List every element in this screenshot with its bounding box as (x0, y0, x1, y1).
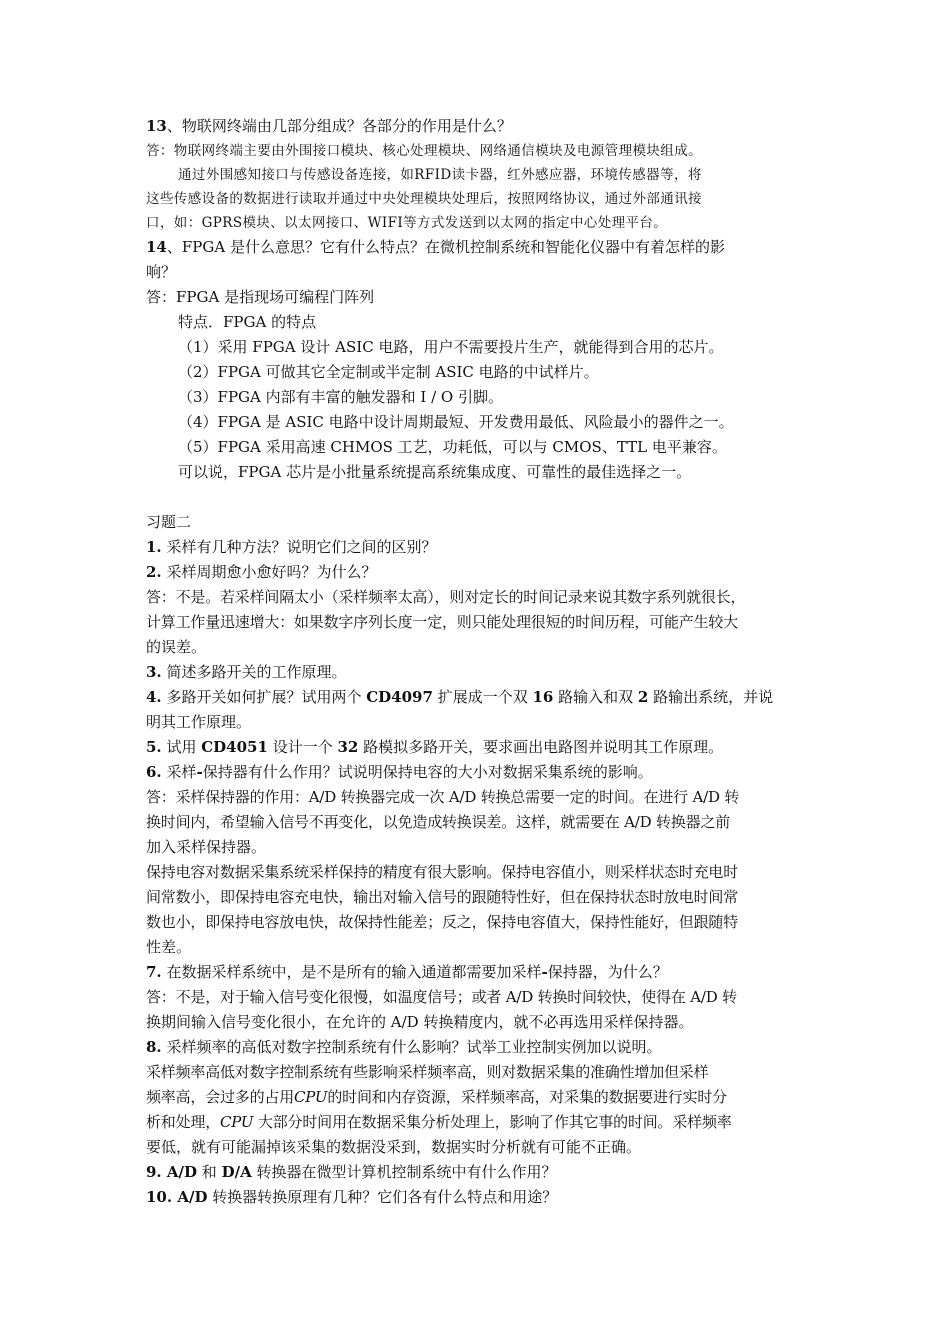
question-text: 、物联网终端由几部分组成？各部分的作用是什么？ (166, 117, 512, 135)
answer-line: 换期间输入信号变化很小，在允许的 A/D 转换精度内，就不必再选用采样保持器。 (146, 1013, 694, 1031)
answer-line: 答：物联网终端主要由外围接口模块、核心处理模块、网络通信模块及电源管理模块组成。 (146, 143, 702, 159)
answer-line: 保持电容对数据采集系统采样保持的精度有很大影响。保持电容值小，则采样状态时充电时 (146, 863, 739, 881)
conclusion: 可以说，FPGA 芯片是小批量系统提高系统集成度、可靠性的最佳选择之一。 (178, 463, 692, 481)
answer-line: 加入采样保持器。 (146, 838, 267, 856)
question-text-continued: 明其工作原理。 (146, 713, 252, 731)
question-number: 5. (146, 738, 162, 756)
question-13 (146, 114, 838, 139)
question-text-continued: 响？ (146, 263, 177, 281)
question-text: 保持器有什么作用？试说明保持电容的大小对数据采集系统的影响。 (202, 763, 653, 781)
answer-line: 数也小，即保持电容放电快，故保持性能差；反之，保持电容值大，保持性能好，但跟随特 (146, 913, 739, 931)
answer-line: 性差。 (146, 938, 192, 956)
answer-line: 这些传感设备的数据进行读取并通过中央处理模块处理后，按照网络协议，通过外部通讯接 (146, 191, 702, 207)
answer-line (146, 1110, 838, 1135)
question-6 (146, 760, 838, 785)
question-text: 转换器在微型计算机控制系统中有什么作用？ (251, 1163, 557, 1181)
answer-line: 计算工作量迅速增大：如果数字序列长度一定，则只能处理很短的时间历程，可能产生较大 (146, 613, 739, 631)
answer-text: 析和处理， (146, 1113, 221, 1131)
term: D/A (221, 1163, 252, 1181)
question-text: 设计一个 (267, 738, 338, 756)
answer-line: 换时间内，希望输入信号不再变化，以免造成转换误差。这样，就需要在 A/D 转换器之前 (146, 813, 731, 831)
question-text: 在数据采样系统中，是不是所有的输入通道都需要加采样 (161, 963, 542, 981)
feature-item: （2）FPGA 可做其它全定制或半定制 ASIC 电路的中试样片。 (178, 363, 599, 381)
question-number: 8. (146, 1038, 162, 1056)
answer-line: 要低，就有可能漏掉该采集的数据没采到，数据实时分析就有可能不正确。 (146, 1138, 642, 1156)
answer-line: 答：不是，对于输入信号变化很慢，如温度信号；或者 A/D 转换时间较快，使得在 A/D 转 (146, 988, 737, 1006)
term: A/D (161, 1163, 198, 1181)
question-number: 7. (146, 963, 162, 981)
question-text: 和 (197, 1163, 222, 1181)
answer-line: 答：FPGA 是指现场可编程门阵列 (146, 288, 375, 306)
question-8 (146, 1035, 838, 1060)
channel-count: 32 (337, 738, 359, 756)
question-text: 多路开关如何扩展？试用两个 (161, 688, 367, 706)
section-title: 习题二 (146, 513, 192, 531)
channel-count: 2 (637, 688, 649, 706)
feature-item: （1）采用 FPGA 设计 ASIC 电路，用户不需要投片生产，就能得到合用的芯片。 (178, 338, 724, 356)
question-5 (146, 735, 838, 760)
answer-line: 口，如：GPRS模块、以太网接口、WIFI等方式发送到以太网的指定中心处理平台。 (146, 215, 668, 231)
hyphen: - (196, 763, 203, 781)
question-7 (146, 960, 838, 985)
answer-text: 的时间和内存资源，采样频率高，对采集的数据要进行实时分 (327, 1088, 727, 1106)
feature-item: （3）FPGA 内部有丰富的触发器和 I / O 引脚。 (178, 388, 503, 406)
question-3 (146, 660, 838, 685)
question-text: 简述多路开关的工作原理。 (161, 663, 347, 681)
term: A/D (172, 1188, 208, 1206)
question-14 (146, 235, 838, 260)
document-page (146, 114, 838, 1210)
question-number: 2. (146, 563, 162, 581)
answer-line: 答：不是。若采样间隔太小（采样频率太高），则对定长的时间记录来说其数字系列就很长， (146, 588, 746, 606)
question-text: 采样 (161, 763, 197, 781)
question-number: 6. (146, 763, 162, 781)
question-text: 路输出系统，并说 (648, 688, 774, 706)
question-number: 9. (146, 1163, 162, 1181)
question-10 (146, 1185, 838, 1210)
answer-line: 答：采样保持器的作用：A/D 转换器完成一次 A/D 转换总需要一定的时间。在进行 A/D 转 (146, 788, 740, 806)
question-2 (146, 560, 838, 585)
question-number: 4. (146, 688, 162, 706)
question-number: 13 (146, 117, 167, 135)
spacer (146, 485, 838, 510)
question-text: 采样周期愈小愈好吗？为什么？ (161, 563, 377, 581)
answer-text: 大部分时间用在数据采集分析处理上，影响了作其它事的时间。采样频率 (253, 1113, 732, 1131)
question-4 (146, 685, 838, 710)
question-text: 、FPGA 是什么意思？它有什么特点？在微机控制系统和智能化仪器中有着怎样的影 (166, 238, 725, 256)
question-text: 保持器，为什么？ (547, 963, 668, 981)
answer-line: 的误差。 (146, 638, 207, 656)
question-text: 路模拟多路开关，要求画出电路图并说明其工作原理。 (358, 738, 724, 756)
cpu-term: CPU (294, 1088, 328, 1106)
answer-line: 通过外围感知接口与传感设备连接，如RFID读卡器，红外感应器，环境传感器等，将 (178, 167, 702, 183)
question-text: 扩展成一个双 (432, 688, 533, 706)
question-number: 14 (146, 238, 167, 256)
question-text: 转换器转换原理有几种？它们各有什么特点和用途？ (207, 1188, 558, 1206)
features-title: 特点．FPGA 的特点 (178, 313, 317, 331)
feature-item: （5）FPGA 采用高速 CHMOS 工艺，功耗低，可以与 CMOS、TTL 电平兼容。 (178, 438, 727, 456)
answer-line (146, 1085, 838, 1110)
feature-item: （4）FPGA 是 ASIC 电路中设计周期最短、开发费用最低、风险最小的器件之一。 (178, 413, 734, 431)
question-number: 1. (146, 538, 162, 556)
question-number: 3. (146, 663, 162, 681)
answer-line: 间常数小，即保持电容充电快，输出对输入信号的跟随特性好，但在保持状态时放电时间常 (146, 888, 739, 906)
question-number: 10. (146, 1188, 173, 1206)
question-text: 采样频率的高低对数字控制系统有什么影响？试举工业控制实例加以说明。 (161, 1038, 662, 1056)
chip-name: CD4051 (201, 738, 268, 756)
question-1 (146, 535, 838, 560)
channel-count: 16 (532, 688, 554, 706)
cpu-term: CPU (220, 1113, 254, 1131)
chip-name: CD4097 (366, 688, 433, 706)
hyphen: - (541, 963, 548, 981)
question-9 (146, 1160, 838, 1185)
question-text: 采样有几种方法？说明它们之间的区别？ (161, 538, 437, 556)
question-text: 试用 (161, 738, 202, 756)
answer-line: 采样频率高低对数字控制系统有些影响采样频率高，则对数据采集的准确性增加但采样 (146, 1063, 709, 1081)
answer-text: 频率高，会过多的占用 (146, 1088, 295, 1106)
question-text: 路输入和双 (553, 688, 638, 706)
